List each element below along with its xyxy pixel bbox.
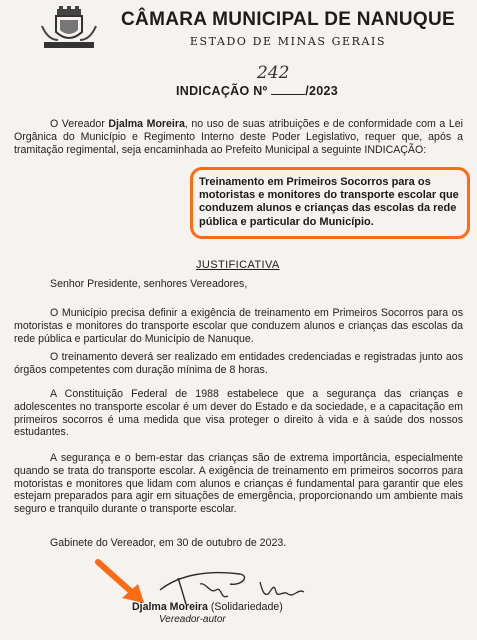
justificativa-heading: JUSTIFICATIVA [196, 259, 280, 271]
justification-paragraph: O Município precisa definir a exigência de treinamento em Primeiros Socorros para os motoristas e monitores do transporte escolar que conduzem alunos e crianças das escolas da rede pública e particular do Município de Nanuque. [14, 307, 463, 345]
indicacao-year: /2023 [305, 84, 339, 98]
indicacao-heading [176, 84, 338, 98]
justification-paragraph: O treinamento deverá ser realizado em entidades credenciadas e registradas junto aos órgãos competentes com duração mínima de 8 horas. [14, 351, 463, 376]
orange-arrow-icon [92, 556, 152, 606]
author-name: Djalma Moreira [108, 118, 185, 130]
page-subtitle: ESTADO DE MINAS GERAIS [189, 35, 387, 48]
intro-paragraph: O Vereador Djalma Moreira, no uso de suas atribuições e de conformidade com a Lei Orgânica do Município e Regimento Interno deste Poder Legislativo, requer que, após a tramitação regimental, seja encaminhada ao Prefeito Municipal a seguinte INDICAÇÃO: [14, 118, 464, 156]
municipal-crest-icon [38, 6, 100, 50]
signer-line [132, 601, 283, 613]
indicacao-request: Treinamento em Primeiros Socorros para os motoristas e monitores do transporte escolar que conduzem alunos e crianças das escolas da rede pública e particular do Município. [199, 176, 459, 228]
signer-role: Vereador-autor [159, 614, 226, 625]
indicacao-label: INDICAÇÃO Nº [176, 84, 268, 98]
signer-name: Djalma Moreira [132, 601, 208, 613]
page-title: CÂMARA MUNICIPAL DE NANUQUE [121, 9, 455, 30]
closing-line: Gabinete do Vereador, em 30 de outubro de 2023. [50, 537, 287, 549]
salutation: Senhor Presidente, senhores Vereadores, [50, 278, 248, 290]
signer-party: (Solidariedade) [210, 601, 283, 613]
indicacao-number-blank [271, 84, 305, 95]
handwritten-number: 242 [257, 63, 290, 83]
justification-paragraph: A Constituição Federal de 1988 estabelece que a segurança das crianças e adolescentes no transporte escolar é um dever do Estado e da sociedade, e a capacitação em primeiros socorros é uma medida que visa proteger o direito à vida e à saúde dos nossos estudantes. [14, 388, 463, 439]
justification-paragraph: A segurança e o bem-estar das crianças são de extrema importância, especialmente quando se trata do transporte escolar. A exigência de treinamento em primeiros socorros para motoristas e monitores que lidam com alunos e crianças é fundamental para garantir que eles estejam preparados para agir em situações de emergência, proporcionando um ambiente mais seguro e tranquilo durante o transporte escolar. [14, 452, 463, 516]
